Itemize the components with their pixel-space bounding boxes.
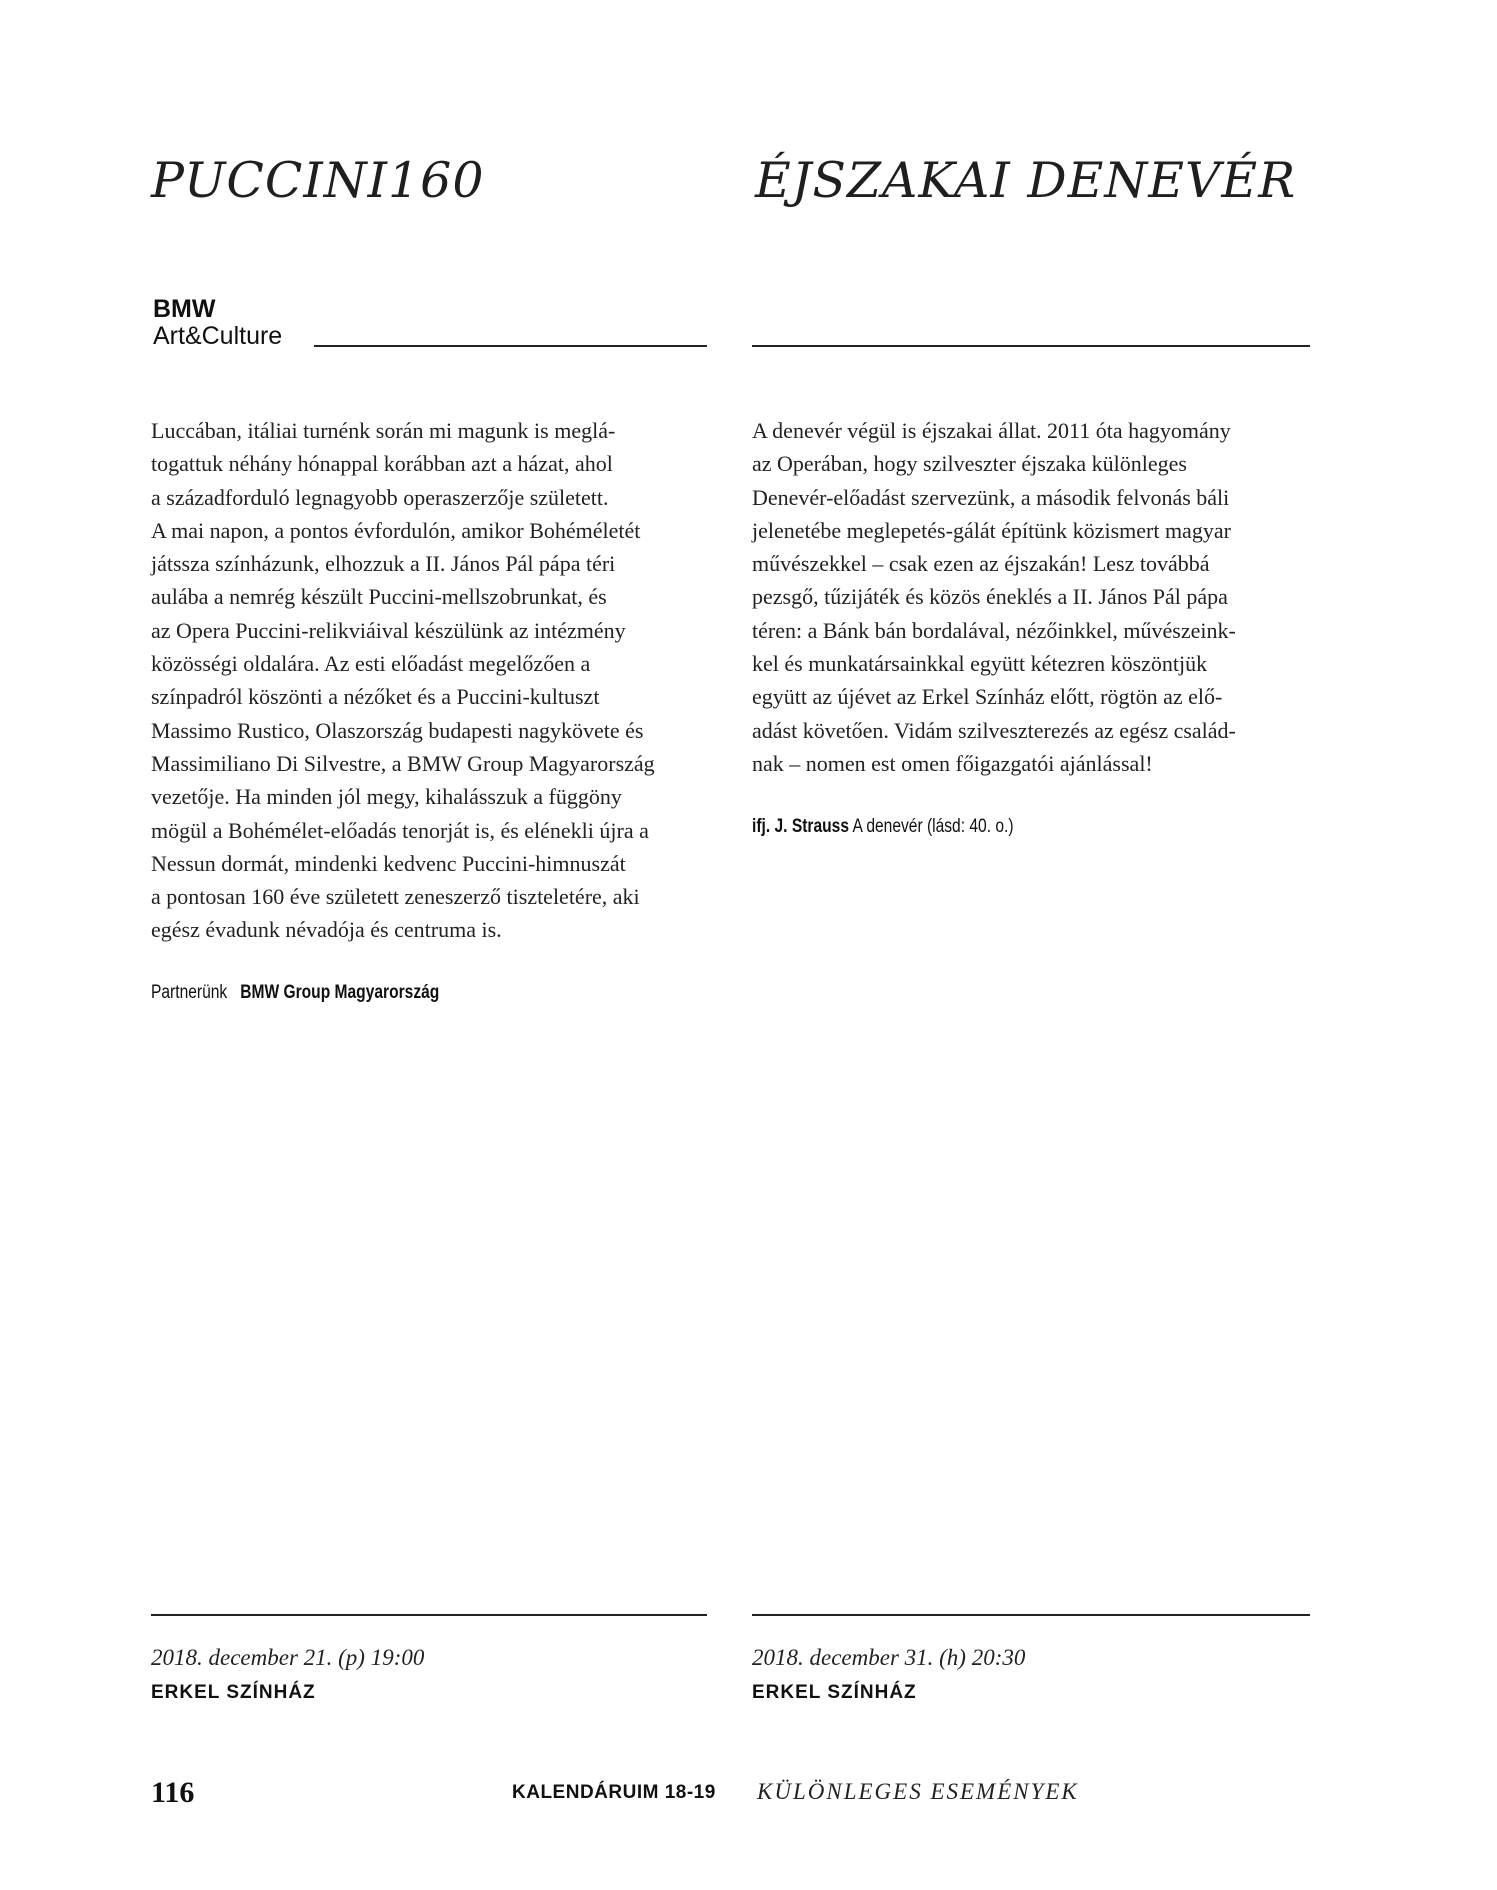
paragraph-line: togattuk néhány hónappal korábban azt a házat, ahol	[151, 451, 613, 477]
paragraph-line: Luccában, itáliai turnénk során mi magunk is meglá-	[151, 418, 616, 443]
logo-line-2: Art&Culture	[153, 322, 283, 350]
paragraph-line: A mai napon, a pontos évfordulón, amikor Bohéméletét	[151, 517, 641, 543]
right-event-title: ÉJSZAKAI DENEVÉR	[755, 152, 1297, 209]
credit-label: Partnerünk	[151, 982, 228, 1003]
right-bottom-divider	[752, 1614, 1310, 1616]
credit-composer: ifj. J. Strauss	[752, 816, 849, 837]
paragraph-line: nak – nomen est omen főigazgatói ajánlással!	[752, 750, 1153, 776]
paragraph-line: játssza színházunk, elhozzuk a II. János Pál pápa téri	[151, 551, 616, 577]
left-top-divider	[314, 345, 707, 347]
paragraph-line: egész évadunk névadója és centruma is.	[151, 917, 502, 943]
left-event-date: 2018. december 21. (p) 19:00	[151, 1645, 425, 1670]
paragraph-line: művészekkel – csak ezen az éjszakán! Lesz továbbá	[752, 551, 1210, 577]
paragraph-line: az Opera Puccini-relikviáival készülünk az intézmény	[151, 617, 626, 643]
paragraph-line: adást követően. Vidám szilveszterezés az egész család-	[752, 717, 1236, 743]
paragraph-line: Massimiliano Di Silvestre, a BMW Group Magyarország	[151, 750, 655, 776]
left-event-description	[151, 414, 707, 947]
left-event-venue: ERKEL SZÍNHÁZ	[151, 1682, 316, 1703]
paragraph-line: színpadról köszönti a nézőket és a Puccini-kultuszt	[151, 684, 600, 710]
paragraph-line: közösségi oldalára. Az esti előadást megelőzően a	[151, 651, 591, 677]
paragraph-line: téren: a Bánk bán bordalával, nézőinkkel, művészeink-	[752, 617, 1236, 643]
paragraph-line: aulába a nemrég készült Puccini-mellszobrunkat, és	[151, 584, 607, 610]
page-number: 116	[151, 1776, 195, 1809]
section-name: KÜLÖNLEGES ESEMÉNYEK	[757, 1779, 1079, 1804]
logo-line-1: BMW	[153, 295, 216, 323]
right-work-credit	[752, 816, 1014, 838]
right-event-date: 2018. december 31. (h) 20:30	[752, 1645, 1026, 1670]
left-bottom-divider	[151, 1614, 707, 1616]
paragraph-line: Denevér-előadást szervezünk, a második felvonás báli	[752, 484, 1230, 510]
paragraph-line: Nessun dormát, mindenki kedvenc Puccini-himnuszát	[151, 850, 626, 876]
paragraph-line: együtt az újévet az Erkel Színház előtt, rögtön az elő-	[752, 684, 1223, 710]
paragraph-line: a pontosan 160 éve született zeneszerző tiszteletére, aki	[151, 884, 640, 910]
right-event-description	[752, 414, 1308, 780]
left-event-title: PUCCINI160	[151, 152, 485, 209]
paragraph-line: mögül a Bohémélet-előadás tenorját is, és elénekli újra a	[151, 817, 649, 843]
bmw-art-culture-logo	[153, 297, 282, 349]
paragraph-line: jelenetébe meglepetés-gálát építünk közismert magyar	[752, 517, 1231, 543]
credit-work: A denevér (lásd: 40. o.)	[852, 816, 1014, 837]
paragraph-line: kel és munkatársainkkal együtt kétezren köszöntjük	[752, 651, 1208, 677]
paragraph-line: a századforduló legnagyobb operaszerzője született.	[151, 484, 609, 510]
credit-name: BMW Group Magyarország	[240, 982, 440, 1003]
right-top-divider	[752, 345, 1310, 347]
paragraph-line: A denevér végül is éjszakai állat. 2011 óta hagyomány	[752, 418, 1231, 443]
paragraph-line: vezetője. Ha minden jól megy, kihalásszuk a függöny	[151, 784, 622, 810]
left-partner-credit	[151, 982, 439, 1004]
publication-name: KALENDÁRUIM 18-19	[512, 1782, 716, 1803]
paragraph-line: Massimo Rustico, Olaszország budapesti nagykövete és	[151, 717, 644, 743]
right-event-venue: ERKEL SZÍNHÁZ	[752, 1682, 917, 1703]
paragraph-line: pezsgő, tűzijáték és közös éneklés a II. János Pál pápa	[752, 584, 1228, 610]
paragraph-line: az Operában, hogy szilveszter éjszaka különleges	[752, 451, 1187, 477]
